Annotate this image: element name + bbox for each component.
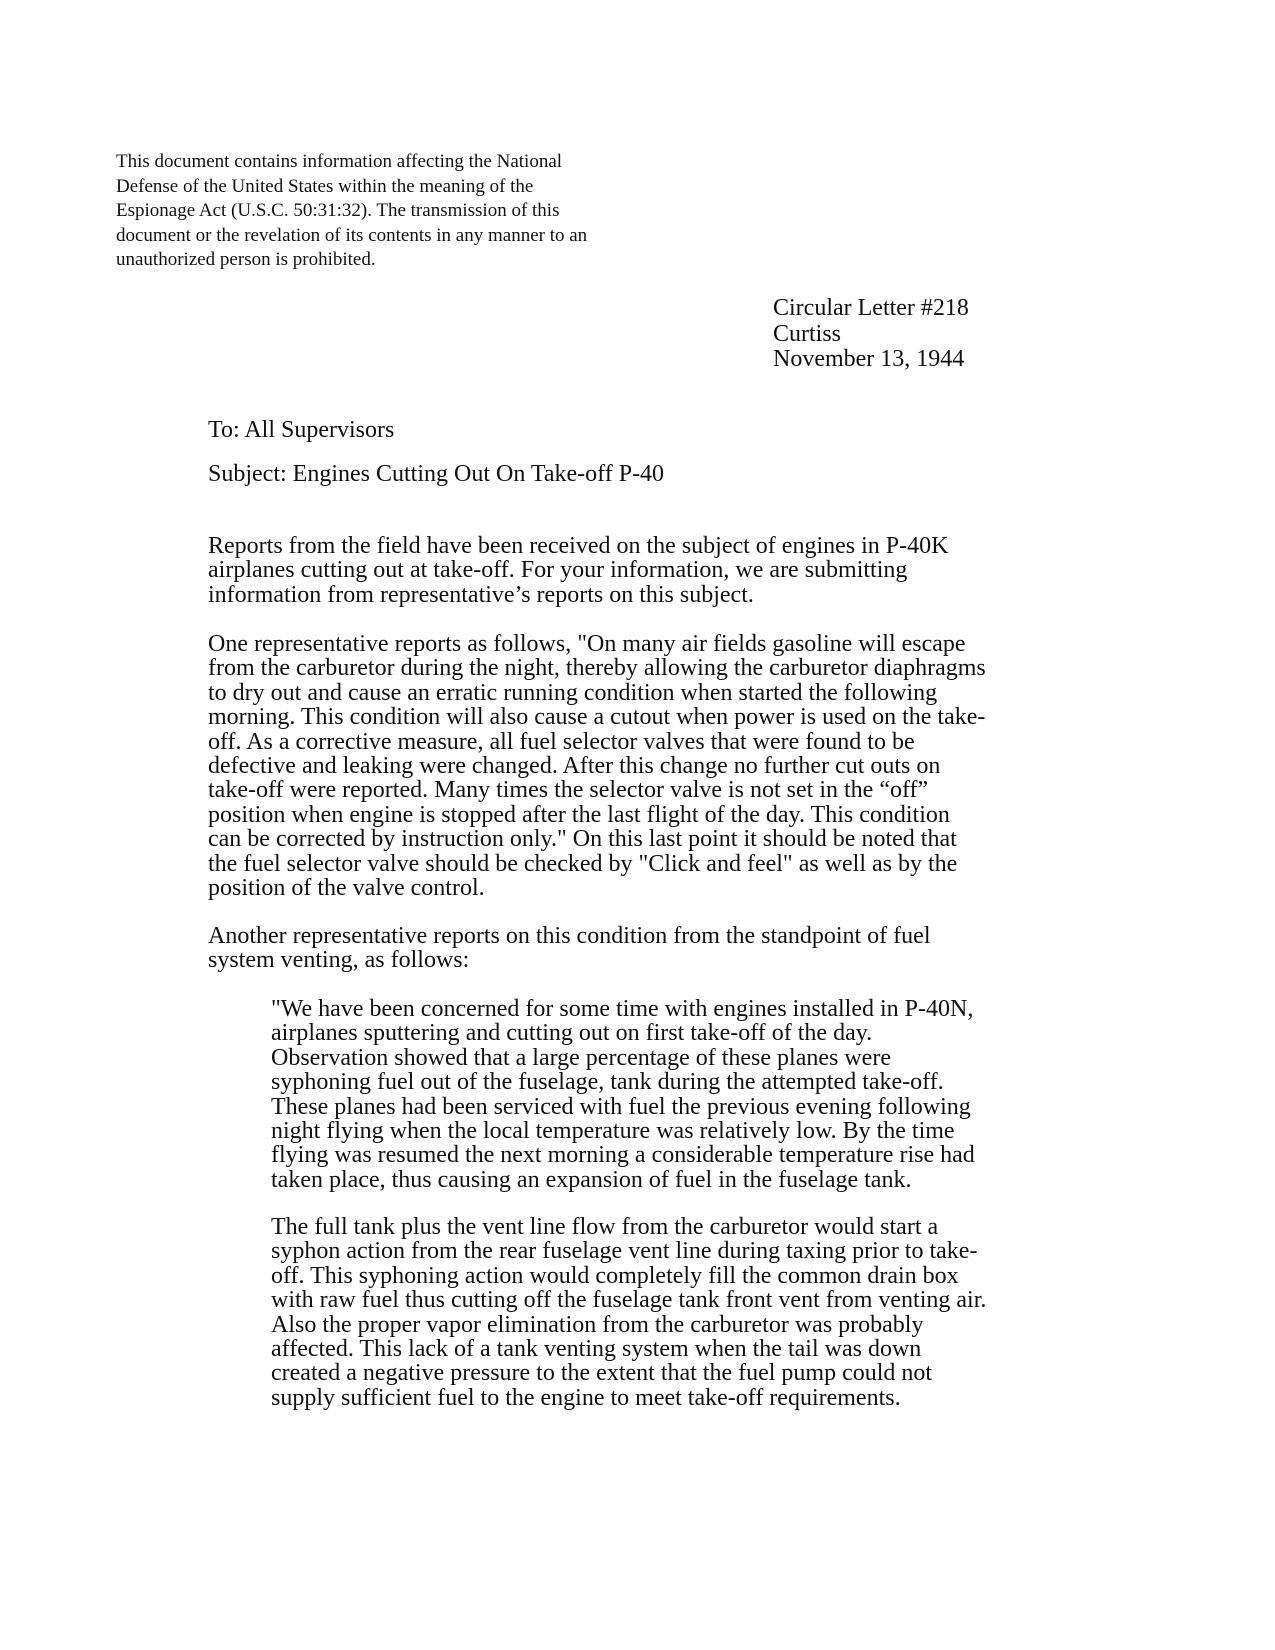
body-paragraph [208,632,1028,900]
paragraph-line: off. As a corrective measure, all fuel selector valves that were found to be [208,728,915,755]
paragraph-line: Reports from the field have been received on the subject of engines in P-40K [208,533,949,559]
body-paragraph [208,534,1028,607]
letter-date: November 13, 1944 [773,346,965,372]
quote-line: created a negative pressure to the extent that the fuel pump could not [271,1360,933,1387]
subject-line: Subject: Engines Cutting Out On Take-off P-40 [208,461,665,487]
quote-line: syphon action from the rear fuselage vent line during taxing prior to take- [271,1238,978,1265]
paragraph-line: One representative reports as follows, "On many air fields gasoline will escape [208,631,966,657]
letter-number: Circular Letter #218 [773,295,969,321]
security-notice-line: Espionage Act (U.S.C. 50:31:32). The transmission of this [116,200,560,221]
paragraph-line: position of the valve control. [208,875,485,902]
paragraph-line: morning. This condition will also cause a cutout when power is used on the take- [208,704,986,731]
security-notice-line: This document contains information affecting the National [116,151,563,172]
quote-line: Observation showed that a large percentage of these planes were [271,1044,891,1071]
paragraph-line: take-off were reported. Many times the selector valve is not set in the “off” [208,777,929,804]
paragraph-line: position when engine is stopped after the last flight of the day. This condition [208,801,950,828]
quote-line: These planes had been serviced with fuel the previous evening following [271,1093,971,1120]
paragraph-line: information from representative’s reports on this subject. [208,581,754,608]
security-notice-line: unauthorized person is prohibited. [116,249,376,270]
paragraph-line: defective and leaking were changed. After this change no further cut outs on [208,753,941,780]
quote-line: "We have been concerned for some time with engines installed in P-40N, [271,996,974,1022]
paragraph-line: can be corrected by instruction only." On this last point it should be noted that [208,826,957,853]
paragraph-line: from the carburetor during the night, thereby allowing the carburetor diaphragms [208,655,986,682]
paragraph-line: airplanes cutting out at take-off. For your information, we are submitting [208,557,908,584]
letterhead [773,296,969,373]
quote-line: Also the proper vapor elimination from the carburetor was probably [271,1311,924,1338]
quoted-paragraph [271,1215,1031,1410]
paragraph-line: to dry out and cause an erratic running condition when started the following [208,679,938,706]
addressee-line: To: All Supervisors [208,417,395,443]
quoted-paragraph [271,997,1031,1192]
quote-line: supply sufficient fuel to the engine to meet take-off requirements. [271,1384,901,1411]
paragraph-line: system venting, as follows: [208,947,470,974]
body-paragraph [208,924,1028,973]
security-notice-line: document or the revelation of its contents in any manner to an [116,224,588,246]
quote-line: off. This syphoning action would completely fill the common drain box [271,1262,959,1289]
security-notice [116,150,636,273]
quote-line: with raw fuel thus cutting off the fuselage tank front vent from venting air. [271,1287,987,1314]
paragraph-line: Another representative reports on this condition from the standpoint of fuel [208,923,931,949]
quote-line: airplanes sputtering and cutting out on first take-off of the day. [271,1020,873,1047]
quote-line: The full tank plus the vent line flow from the carburetor would start a [271,1214,939,1240]
quote-line: affected. This lack of a tank venting system when the tail was down [271,1336,922,1363]
quote-line: taken place, thus causing an expansion of fuel in the fuselage tank. [271,1166,912,1193]
quote-line: syphoning fuel out of the fuselage, tank during the attempted take-off. [271,1069,944,1096]
security-notice-line: Defense of the United States within the meaning of the [116,175,534,197]
company-name: Curtiss [773,320,842,347]
quote-line: night flying when the local temperature was relatively low. By the time [271,1118,955,1145]
paragraph-line: the fuel selector valve should be checked by "Click and feel" as well as by the [208,850,958,877]
quote-line: flying was resumed the next morning a considerable temperature rise had [271,1142,975,1169]
